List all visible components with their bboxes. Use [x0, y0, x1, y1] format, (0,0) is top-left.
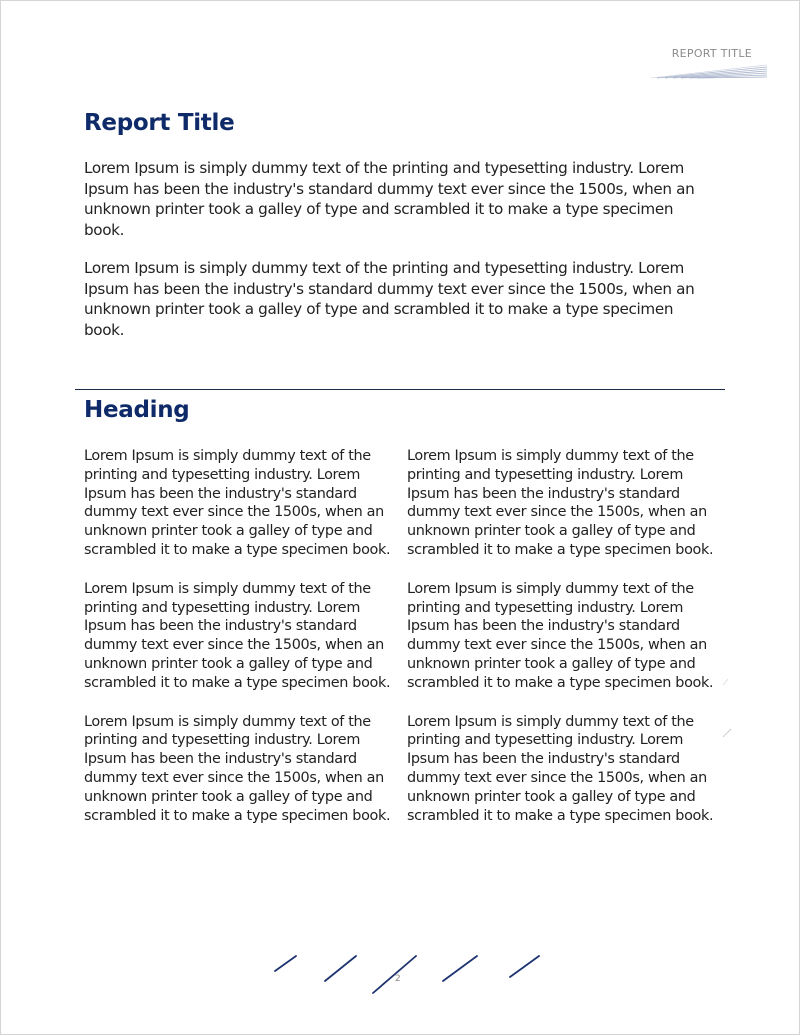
page-number: 2 — [395, 974, 401, 984]
left-column-paragraph: Lorem Ipsum is simply dummy text of the printing and typesetting industry. Lorem Ipsum has been the industry's standard dummy text ever since the 1500s, when an unknown printer took a galley of type and scrambled it to make a type specimen book. — [84, 448, 391, 558]
decorative-edge-mark-icon — [719, 677, 737, 739]
header-report-title: REPORT TITLE — [671, 47, 752, 60]
right-column-paragraph: Lorem Ipsum is simply dummy text of the printing and typesetting industry. Lorem Ipsum has been the industry's standard dummy text ever since the 1500s, when an unknown printer took a galley of type and scrambled it to make a type specimen book. — [407, 448, 714, 558]
intro-section — [84, 158, 704, 358]
left-column-paragraph: Lorem Ipsum is simply dummy text of the printing and typesetting industry. Lorem Ipsum has been the industry's standard dummy text ever since the 1500s, when an unknown printer took a galley of type and scrambled it to make a type specimen book. — [84, 580, 391, 691]
right-column-paragraph: Lorem Ipsum is simply dummy text of the printing and typesetting industry. Lorem Ipsum has been the industry's standard dummy text ever since the 1500s, when an unknown printer took a galley of type and scrambled it to make a type specimen book. — [407, 713, 714, 824]
left-column — [84, 447, 402, 845]
section-divider — [75, 389, 725, 390]
report-title: Report Title — [84, 110, 235, 136]
right-column — [407, 447, 725, 845]
intro-paragraph: Lorem Ipsum is simply dummy text of the printing and typesetting industry. Lorem Ipsum has been the industry's standard dummy text ever since the 1500s, when an unknown printer took a galley of type and scrambled it to make a type specimen book. — [84, 259, 695, 339]
footer-decorative-slashes-icon — [269, 949, 549, 999]
right-column-paragraph: Lorem Ipsum is simply dummy text of the printing and typesetting industry. Lorem Ipsum has been the industry's standard dummy text ever since the 1500s, when an unknown printer took a galley of type and scrambled it to make a type specimen book. — [407, 580, 714, 691]
header-decorative-lines-icon — [651, 63, 769, 79]
left-column-paragraph: Lorem Ipsum is simply dummy text of the printing and typesetting industry. Lorem Ipsum has been the industry's standard dummy text ever since the 1500s, when an unknown printer took a galley of type and scrambled it to make a type specimen book. — [84, 713, 391, 824]
intro-paragraph: Lorem Ipsum is simply dummy text of the printing and typesetting industry. Lorem Ipsum has been the industry's standard dummy text ever since the 1500s, when an unknown printer took a galley of type and scrambled it to make a type specimen book. — [84, 159, 695, 239]
section-heading: Heading — [84, 397, 190, 423]
